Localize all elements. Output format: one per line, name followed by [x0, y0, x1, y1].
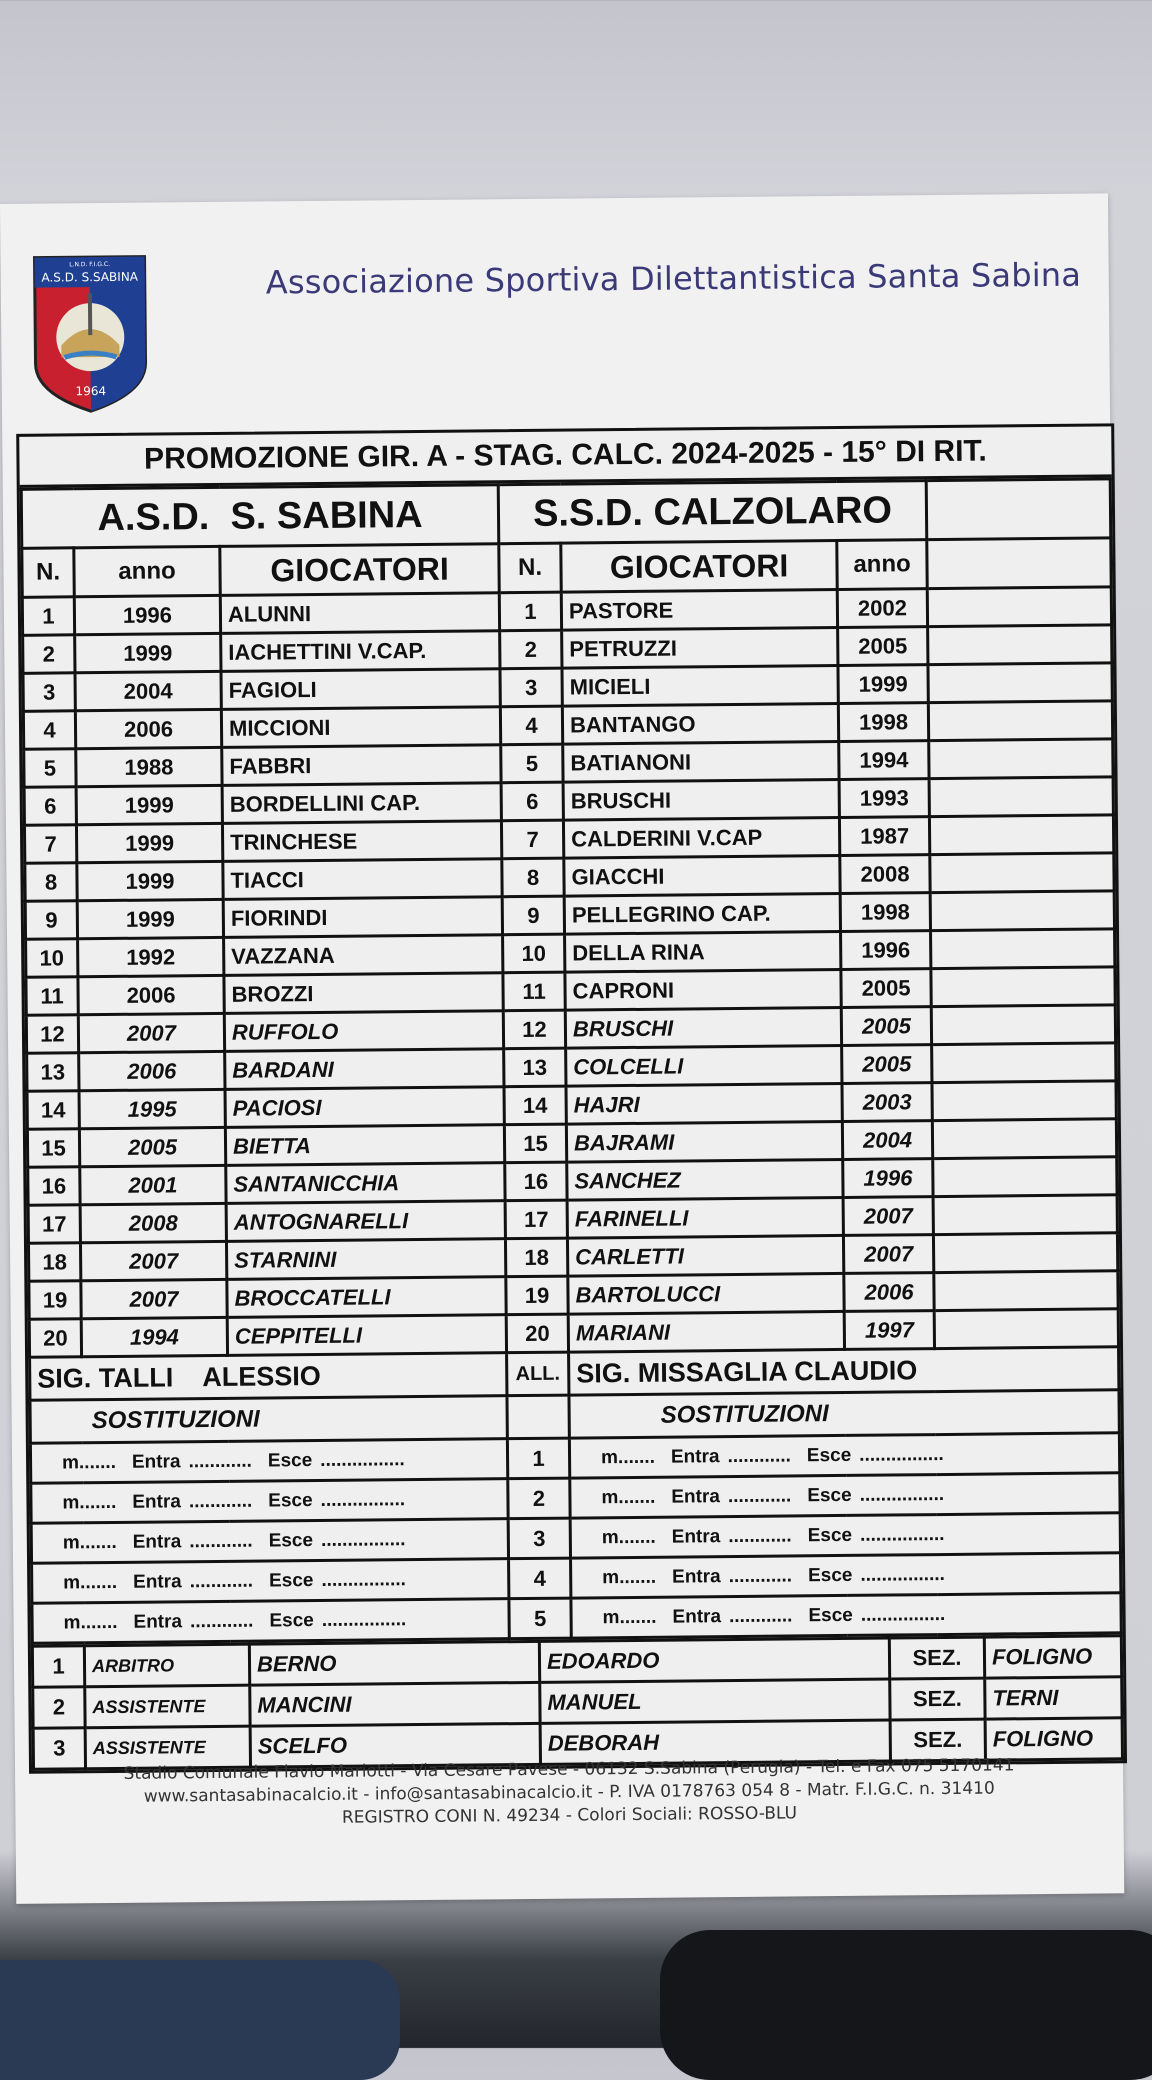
- home-player-name: FABBRI: [222, 745, 501, 786]
- blank-cell: [929, 739, 1113, 779]
- substitution-entra: Entra: [672, 1566, 721, 1587]
- substitution-esce: Esce: [807, 1484, 852, 1505]
- away-player-year: 2005: [841, 1007, 931, 1046]
- substitution-entra-dots: ............: [727, 1445, 791, 1467]
- away-player-number: 14: [504, 1086, 566, 1125]
- home-player-number: 17: [28, 1205, 80, 1243]
- home-player-name: IACHETTINI V.CAP.: [221, 631, 500, 672]
- home-player-name: SANTANICCHIA: [226, 1163, 505, 1204]
- substitution-esce: Esce: [808, 1604, 853, 1625]
- home-player-name: PACIOSI: [225, 1087, 504, 1128]
- away-player-name: CARLETTI: [567, 1235, 843, 1276]
- home-player-year: 2004: [75, 671, 221, 710]
- home-player-number: 9: [25, 901, 77, 939]
- away-player-number: 12: [503, 1010, 565, 1049]
- club-crest-logo: [30, 253, 150, 416]
- home-player-number: 15: [27, 1129, 79, 1167]
- substitution-entra: Entra: [132, 1491, 181, 1512]
- substitution-esce-dots: ................: [321, 1569, 406, 1591]
- away-player-year: 1996: [841, 931, 931, 970]
- substitution-esce: Esce: [808, 1564, 853, 1585]
- substitution-esce-dots: ................: [860, 1563, 945, 1585]
- substitution-esce-dots: ................: [321, 1529, 406, 1551]
- away-coach: SIG. MISSAGLIA CLAUDIO: [569, 1347, 1119, 1395]
- blank-cell: [932, 1119, 1116, 1159]
- away-player-name: BAJRAMI: [566, 1121, 842, 1162]
- substitution-esce-dots: ................: [860, 1483, 945, 1505]
- teams-row: [21, 479, 1111, 548]
- away-player-year: 1998: [840, 893, 930, 932]
- away-player-name: CALDERINI V.CAP: [563, 817, 839, 858]
- substitution-number: 4: [509, 1558, 571, 1599]
- home-player-name: ALUNNI: [220, 593, 499, 634]
- official-role: ARBITRO: [84, 1644, 249, 1687]
- official-first-name: MANUEL: [540, 1679, 890, 1723]
- home-player-year: 2008: [80, 1203, 226, 1242]
- blank-cell: [933, 1157, 1117, 1197]
- away-player-number: 1: [499, 592, 561, 631]
- away-player-year: 2005: [841, 969, 931, 1008]
- substitution-entra-dots: ............: [188, 1450, 252, 1472]
- substitution-entra-dots: ............: [189, 1490, 253, 1512]
- substitution-number: 1: [507, 1438, 569, 1479]
- away-substitution-entry[interactable]: [571, 1593, 1121, 1638]
- home-player-number: 8: [25, 863, 77, 901]
- away-substitution-entry[interactable]: [571, 1553, 1121, 1598]
- home-player-name: CEPPITELLI: [227, 1315, 506, 1356]
- away-player-name: HAJRI: [566, 1083, 842, 1124]
- home-substitution-entry[interactable]: [31, 1519, 508, 1564]
- home-player-year: 1992: [78, 937, 224, 976]
- away-player-number: 18: [505, 1238, 567, 1277]
- blank-cell: [931, 1005, 1115, 1045]
- away-player-name: PELLEGRINO CAP.: [564, 893, 840, 934]
- away-player-number: 4: [500, 706, 562, 745]
- official-section-label: SEZ.: [889, 1637, 984, 1679]
- home-player-number: 20: [29, 1319, 81, 1357]
- substitution-m: m.......: [601, 1446, 655, 1468]
- home-player-number: 18: [28, 1243, 80, 1281]
- substitution-entra: Entra: [133, 1531, 182, 1552]
- blank-cell: [928, 701, 1112, 741]
- substitution-entra-dots: ............: [729, 1565, 793, 1587]
- svg-text:A.S.D. S.SABINA: A.S.D. S.SABINA: [41, 270, 138, 285]
- substitution-m: m.......: [63, 1531, 117, 1553]
- home-player-year: 1988: [76, 747, 222, 786]
- home-player-year: 1995: [79, 1089, 225, 1128]
- blank-cell: [927, 587, 1111, 627]
- substitution-m: m.......: [62, 1451, 116, 1473]
- official-surname: SCELFO: [250, 1723, 540, 1767]
- substitution-esce-dots: ................: [861, 1603, 946, 1625]
- substitution-m: m.......: [62, 1491, 116, 1513]
- substitution-m: m.......: [602, 1526, 656, 1548]
- away-player-number: 3: [500, 668, 562, 707]
- away-player-name: BATIANONI: [563, 741, 839, 782]
- home-player-name: BARDANI: [225, 1049, 504, 1090]
- home-player-year: 2006: [75, 709, 221, 748]
- substitution-esce: Esce: [807, 1444, 852, 1465]
- away-player-year: 2003: [842, 1083, 932, 1122]
- substitution-entra-dots: ............: [189, 1530, 253, 1552]
- substitution-entra-dots: ............: [728, 1485, 792, 1507]
- substitution-entra: Entra: [671, 1486, 720, 1507]
- blank-cell: [934, 1271, 1118, 1311]
- official-section-label: SEZ.: [890, 1719, 985, 1761]
- home-player-number: 7: [24, 825, 76, 863]
- blank-cell: [928, 663, 1112, 703]
- substitution-esce: Esce: [268, 1490, 313, 1511]
- home-player-year: 2006: [78, 975, 224, 1014]
- substitution-number: 5: [509, 1598, 571, 1639]
- col-home-players: GIOCATORI: [220, 544, 499, 596]
- away-player-year: 2005: [842, 1045, 932, 1084]
- away-player-number: 16: [505, 1162, 567, 1201]
- blank-cell: [927, 538, 1111, 589]
- home-substitution-entry[interactable]: [31, 1479, 508, 1524]
- official-number: 3: [33, 1728, 85, 1769]
- away-player-year: 1998: [838, 703, 928, 742]
- blank-cell: [926, 479, 1111, 540]
- home-player-year: 1999: [77, 899, 223, 938]
- blank-cell: [932, 1043, 1116, 1083]
- away-player-name: BARTOLUCCI: [568, 1273, 844, 1314]
- blank-cell: [931, 967, 1115, 1007]
- away-player-year: 1987: [839, 817, 929, 856]
- home-player-number: 14: [27, 1091, 79, 1129]
- all-label: ALL.: [507, 1352, 569, 1396]
- away-player-year: 2002: [837, 589, 927, 628]
- away-player-number: 8: [502, 858, 564, 897]
- home-player-year: 1994: [81, 1317, 227, 1356]
- footer-address: Stadio Comunale Flavio Mariotti - Via Cesare Pavese - 06132 S.Sabina (Perugia) - Tel. e Fax 075 5170141: [15, 1753, 1123, 1787]
- substitution-number: 3: [508, 1518, 570, 1559]
- svg-text:1964: 1964: [75, 384, 106, 398]
- away-player-name: SANCHEZ: [567, 1159, 843, 1200]
- match-title: PROMOZIONE GIR. A - STAG. CALC. 2024-2025 - 15° DI RIT.: [19, 426, 1111, 487]
- substitution-esce-dots: ................: [322, 1609, 407, 1631]
- away-player-year: 2004: [842, 1121, 932, 1160]
- home-player-number: 13: [27, 1053, 79, 1091]
- match-sheet: [16, 423, 1127, 1773]
- home-substitution-entry[interactable]: [30, 1439, 507, 1484]
- background-shoe-right: [660, 1930, 1152, 2080]
- col-away-anno: anno: [837, 540, 927, 590]
- away-player-name: BANTANGO: [562, 703, 838, 744]
- home-player-number: 3: [23, 673, 75, 711]
- away-player-number: 5: [501, 744, 563, 783]
- blank-cell: [931, 929, 1115, 969]
- home-player-year: 2006: [79, 1051, 225, 1090]
- official-role: ASSISTENTE: [85, 1726, 250, 1769]
- away-player-number: 13: [504, 1048, 566, 1087]
- official-section: FOLIGNO: [985, 1718, 1122, 1760]
- home-player-name: ANTOGNARELLI: [226, 1201, 505, 1242]
- substitution-esce-dots: ................: [320, 1449, 405, 1471]
- footer-registry: REGISTRO CONI N. 49234 - Colori Sociali: ROSSO-BLU: [15, 1799, 1123, 1833]
- blank-cell: [929, 815, 1113, 855]
- home-player-year: 1996: [74, 595, 220, 634]
- substitution-entra-dots: ............: [729, 1605, 793, 1627]
- home-substitution-entry[interactable]: [32, 1599, 509, 1644]
- substitution-entra: Entra: [133, 1611, 182, 1632]
- home-player-year: 1999: [76, 785, 222, 824]
- substitution-m: m.......: [64, 1611, 118, 1633]
- organization-title: Associazione Sportiva Dilettantistica Santa Sabina: [266, 256, 1082, 302]
- away-player-name: MARIANI: [568, 1311, 844, 1352]
- official-role: ASSISTENTE: [85, 1685, 250, 1728]
- home-player-year: 2007: [80, 1241, 226, 1280]
- footer: [15, 1753, 1124, 1833]
- blank-cell: [932, 1081, 1116, 1121]
- col-away-n: N.: [499, 543, 561, 593]
- substitution-esce: Esce: [808, 1524, 853, 1545]
- officials-table: [31, 1634, 1124, 1770]
- substitution-entra: Entra: [133, 1571, 182, 1592]
- home-player-name: BROZZI: [224, 973, 503, 1014]
- home-player-year: 2001: [80, 1165, 226, 1204]
- blank-cell: [928, 625, 1112, 665]
- substitution-esce: Esce: [269, 1530, 314, 1551]
- away-player-number: 17: [505, 1200, 567, 1239]
- away-player-year: 2006: [844, 1273, 934, 1312]
- home-player-number: 2: [23, 635, 75, 673]
- substitution-esce: Esce: [269, 1610, 314, 1631]
- substitution-entra: Entra: [672, 1526, 721, 1547]
- away-team-name: S.S.D. CALZOLARO: [498, 481, 927, 544]
- blank-cell: [933, 1195, 1117, 1235]
- home-player-name: TRINCHESE: [222, 821, 501, 862]
- substitution-m: m.......: [602, 1566, 656, 1588]
- away-substitutions-label: SOSTITUZIONI: [569, 1390, 1119, 1438]
- home-player-name: FAGIOLI: [221, 669, 500, 710]
- substitution-entra: Entra: [132, 1451, 181, 1472]
- substitution-entra: Entra: [672, 1606, 721, 1627]
- away-player-year: 1993: [839, 779, 929, 818]
- substitution-m: m.......: [603, 1606, 657, 1628]
- substitution-entra-dots: ............: [728, 1525, 792, 1547]
- col-home-n: N.: [22, 548, 74, 597]
- away-substitution-entry[interactable]: [570, 1513, 1120, 1558]
- blank-cell: [933, 1233, 1117, 1273]
- home-player-name: TIACCI: [223, 859, 502, 900]
- away-player-name: BRUSCHI: [565, 1007, 841, 1048]
- away-player-number: 10: [503, 934, 565, 973]
- blank-cell: [929, 777, 1113, 817]
- home-substitution-entry[interactable]: [32, 1559, 509, 1604]
- away-player-number: 9: [502, 896, 564, 935]
- away-player-number: 2: [500, 630, 562, 669]
- match-sheet-paper: [0, 193, 1124, 1904]
- home-player-number: 11: [26, 977, 78, 1015]
- away-player-name: PASTORE: [561, 589, 837, 630]
- official-surname: BERNO: [249, 1641, 539, 1685]
- official-number: 2: [33, 1687, 85, 1728]
- home-player-year: 2007: [78, 1013, 224, 1052]
- footer-contacts: www.santasabinacalcio.it - info@santasabinacalcio.it - P. IVA 0178763 054 8 - Matr. F.I.G.C. n. 31410: [15, 1776, 1123, 1810]
- home-player-name: MICCIONI: [221, 707, 500, 748]
- away-player-name: CAPRONI: [565, 969, 841, 1010]
- home-player-number: 19: [29, 1281, 81, 1319]
- home-player-name: BIETTA: [225, 1125, 504, 1166]
- home-player-name: VAZZANA: [224, 935, 503, 976]
- away-player-number: 6: [501, 782, 563, 821]
- away-player-year: 1997: [844, 1311, 934, 1350]
- away-player-name: BRUSCHI: [563, 779, 839, 820]
- substitution-esce-dots: ................: [321, 1489, 406, 1511]
- substitution-number: 2: [508, 1478, 570, 1519]
- substitution-entra-dots: ............: [190, 1570, 254, 1592]
- away-player-name: MICIELI: [562, 665, 838, 706]
- away-player-number: 11: [503, 972, 565, 1011]
- home-player-number: 1: [22, 597, 74, 635]
- away-player-name: PETRUZZI: [562, 627, 838, 668]
- blank-cell: [934, 1309, 1118, 1349]
- substitution-entra-dots: ............: [190, 1610, 254, 1632]
- away-player-year: 2005: [838, 627, 928, 666]
- official-first-name: EDOARDO: [539, 1638, 889, 1682]
- home-player-year: 1999: [76, 823, 222, 862]
- away-player-number: 19: [506, 1276, 568, 1315]
- substitution-esce: Esce: [268, 1450, 313, 1471]
- away-player-year: 1994: [839, 741, 929, 780]
- substitution-esce: Esce: [269, 1570, 314, 1591]
- home-player-name: RUFFOLO: [224, 1011, 503, 1052]
- home-substitutions-label: SOSTITUZIONI: [30, 1396, 507, 1444]
- home-team-name: A.S.D. S. SABINA: [21, 485, 499, 549]
- home-player-number: 16: [28, 1167, 80, 1205]
- substitution-esce-dots: ................: [860, 1523, 945, 1545]
- away-player-year: 1996: [843, 1159, 933, 1198]
- away-substitution-entry[interactable]: [569, 1433, 1119, 1478]
- blank-cell: [930, 853, 1114, 893]
- away-player-year: 2008: [840, 855, 930, 894]
- home-player-number: 10: [26, 939, 78, 977]
- home-player-name: BROCCATELLI: [227, 1277, 506, 1318]
- away-player-name: DELLA RINA: [565, 931, 841, 972]
- home-player-name: FIORINDI: [223, 897, 502, 938]
- substitution-esce-dots: ................: [859, 1443, 944, 1465]
- official-first-name: DEBORAH: [540, 1720, 890, 1764]
- home-player-number: 5: [24, 749, 76, 787]
- official-section: TERNI: [985, 1677, 1122, 1719]
- home-player-number: 4: [23, 711, 75, 749]
- away-player-year: 2007: [843, 1235, 933, 1274]
- roster-table: [20, 477, 1123, 1644]
- away-player-year: 1999: [838, 665, 928, 704]
- away-player-number: 20: [506, 1314, 568, 1353]
- away-player-year: 2007: [843, 1197, 933, 1236]
- home-coach: SIG. TALLI ALESSIO: [30, 1353, 507, 1401]
- home-player-name: BORDELLINI CAP.: [222, 783, 501, 824]
- home-player-number: 6: [24, 787, 76, 825]
- away-player-name: COLCELLI: [566, 1045, 842, 1086]
- home-player-year: 2005: [79, 1127, 225, 1166]
- official-section-label: SEZ.: [890, 1678, 985, 1720]
- home-player-year: 2007: [81, 1279, 227, 1318]
- substitution-entra: Entra: [671, 1446, 720, 1467]
- away-substitution-entry[interactable]: [570, 1473, 1120, 1518]
- official-surname: MANCINI: [250, 1682, 540, 1726]
- away-player-name: GIACCHI: [564, 855, 840, 896]
- home-player-year: 1999: [77, 861, 223, 900]
- official-number: 1: [32, 1646, 84, 1687]
- background-shoe-left: [0, 1960, 400, 2080]
- col-home-anno: anno: [74, 546, 220, 596]
- svg-text:L.N.D. F.I.G.C.: L.N.D. F.I.G.C.: [69, 261, 110, 268]
- away-player-number: 7: [501, 820, 563, 859]
- blank-cell: [930, 891, 1114, 931]
- official-section: FOLIGNO: [984, 1636, 1121, 1678]
- home-player-number: 12: [26, 1015, 78, 1053]
- away-player-number: 15: [504, 1124, 566, 1163]
- home-player-year: 1999: [75, 633, 221, 672]
- substitution-m: m.......: [601, 1486, 655, 1508]
- substitution-m: m.......: [63, 1571, 117, 1593]
- home-player-name: STARNINI: [226, 1239, 505, 1280]
- blank-cell: [507, 1395, 569, 1439]
- away-player-name: FARINELLI: [567, 1197, 843, 1238]
- col-away-players: GIOCATORI: [561, 540, 837, 592]
